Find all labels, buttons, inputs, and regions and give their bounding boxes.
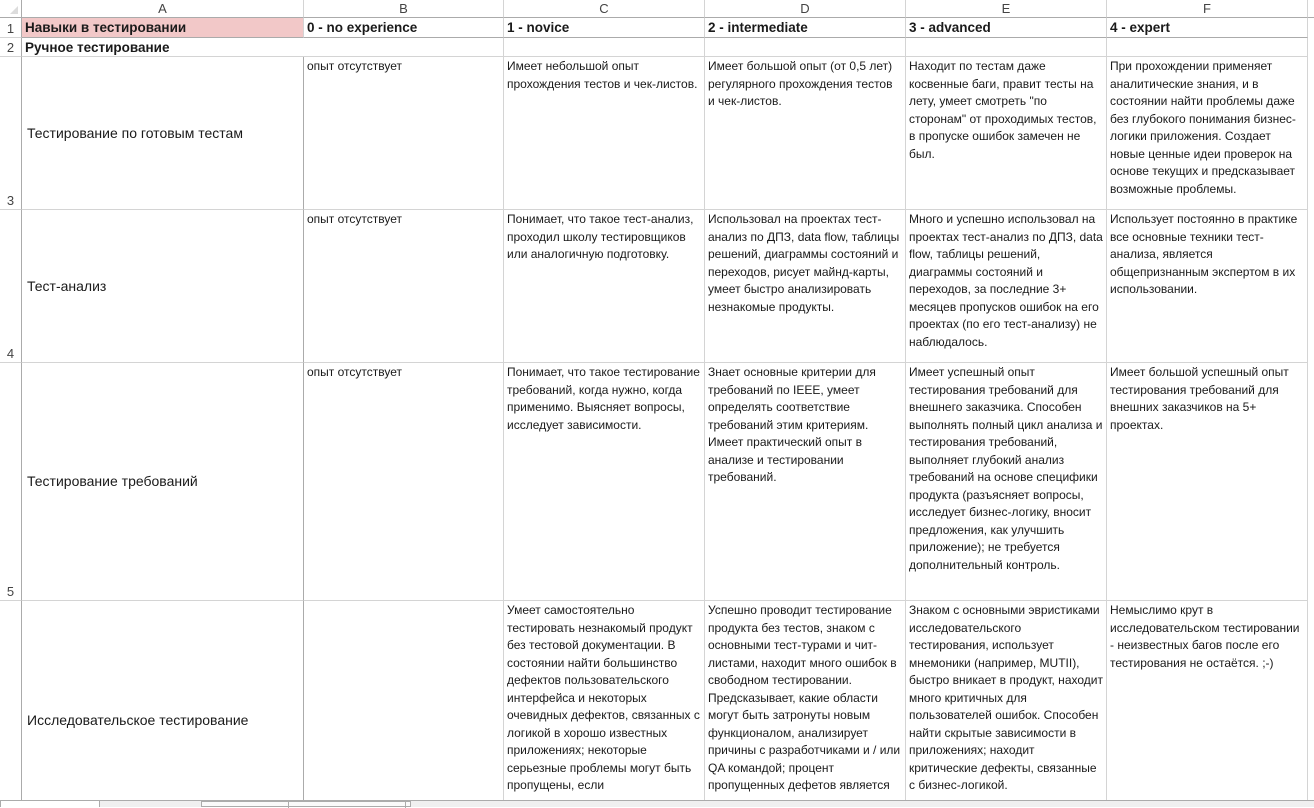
column-header-c[interactable]: C	[504, 0, 705, 18]
cell-c2[interactable]	[504, 38, 705, 57]
column-header-f[interactable]: F	[1107, 0, 1308, 18]
cell-e5[interactable]: Имеет успешный опыт тестирования требований для внешнего заказчика. Способен выполнять полный цикл анализа и тестирования требований, выполняет глубокий анализ требований на основе специфики продукта (разъясняет вопросы, исследует бизнес-логику, вносит предложения, как улучшить приложение); не требуется дополнительный контроль.	[906, 363, 1107, 601]
row-header-2[interactable]: 2	[0, 38, 22, 57]
cell-f3[interactable]: При прохождении применяет аналитические знания, и в состоянии найти проблемы даже без глубокого понимания бизнес-логики приложения. Создает новые ценные идеи проверок на основе текущих и предсказывает возможные проблемы.	[1107, 57, 1308, 210]
row-header-1[interactable]: 1	[0, 18, 22, 38]
sheet-tab-bar	[0, 800, 1314, 807]
row-header-5[interactable]: 5	[0, 363, 22, 601]
cell-d5[interactable]: Знает основные критерии для требований по IEEE, умеет определять соответствие требований этим критериям. Имеет практический опыт в анализе и тестировании требований.	[705, 363, 906, 601]
cell-b5[interactable]: опыт отсутствует	[304, 363, 504, 601]
cell-a1-title[interactable]: Навыки в тестировании	[22, 18, 304, 38]
cell-f5[interactable]: Имеет большой успешный опыт тестирования требований для внешних заказчиков на 5+ проектах.	[1107, 363, 1308, 601]
column-header-d[interactable]: D	[705, 0, 906, 18]
horizontal-scrollbar[interactable]	[201, 801, 411, 807]
cell-d4[interactable]: Использовал на проектах тест-анализ по ДПЗ, data flow, таблицы решений, диаграммы состояний и переходов, рисует майнд-карты, умеет быстро анализировать незнакомые продукты.	[705, 210, 906, 363]
row-header-4[interactable]: 4	[0, 210, 22, 363]
cell-c1-level[interactable]: 1 - novice	[504, 18, 705, 38]
column-header-g-partial[interactable]	[1308, 0, 1314, 18]
cell-b2[interactable]	[304, 38, 504, 57]
column-header-a[interactable]: A	[22, 0, 304, 18]
cell-c6[interactable]: Умеет самостоятельно тестировать незнакомый продукт без тестовой документации. В состоянии найти большинство дефектов пользовательского интерфейса и некоторых очевидных дефектов, связанных с логикой в хорошо известных приложениях; некоторые серьезные проблемы могут быть пропущены, если	[504, 601, 705, 800]
cell-c4[interactable]: Понимает, что такое тест-анализ, проходил школу тестировщиков или аналогичную подготовку.	[504, 210, 705, 363]
cell-d6[interactable]: Успешно проводит тестирование продукта без тестов, знаком с основными тест-турами и чит-листами, находит много ошибок в свободном тестировании. Предсказывает, какие области могут быть затронуты новым функционалом, анализирует причины с разработчиками и / или QA командой; процент пропущенных дефетов является	[705, 601, 906, 800]
cell-e1-level[interactable]: 3 - advanced	[906, 18, 1107, 38]
cell-f4[interactable]: Использует постоянно в практике все основные техники тест-анализа, является общепризнанным экспертом в их использовании.	[1107, 210, 1308, 363]
cell-e2[interactable]	[906, 38, 1107, 57]
cell-a4-skill[interactable]: Тест-анализ	[22, 210, 304, 363]
cell-f6[interactable]: Немыслимо крут в исследовательском тестировании - неизвестных багов после его тестирования не остаётся. ;-)	[1107, 601, 1308, 800]
cell-c5[interactable]: Понимает, что такое тестирование требований, когда нужно, когда применимо. Выясняет вопросы, исследует зависимости.	[504, 363, 705, 601]
column-header-b[interactable]: B	[304, 0, 504, 18]
cell-a3-skill[interactable]: Тестирование по готовым тестам	[22, 57, 304, 210]
cell-b3[interactable]: опыт отсутствует	[304, 57, 504, 210]
cell-e4[interactable]: Много и успешно использовал на проектах тест-анализ по ДПЗ, data flow, таблицы решений, диаграммы состояний и переходов, за последние 3+ месяцев пропусков ошибок на его проектах (по его тест-анализу) не наблюдалось.	[906, 210, 1107, 363]
sheet-tab[interactable]	[0, 800, 100, 807]
cell-b1-level[interactable]: 0 - no experience	[304, 18, 504, 38]
column-header-e[interactable]: E	[906, 0, 1107, 18]
row-header-3[interactable]: 3	[0, 57, 22, 210]
select-all-triangle-icon	[10, 6, 18, 14]
cell-a5-skill[interactable]: Тестирование требований	[22, 363, 304, 601]
cell-f1-level[interactable]: 4 - expert	[1107, 18, 1308, 38]
select-all-button[interactable]	[0, 0, 22, 18]
cell-d2[interactable]	[705, 38, 906, 57]
row-header-6[interactable]	[0, 601, 22, 800]
cell-e3[interactable]: Находит по тестам даже косвенные баги, правит тесты на лету, умеет смотреть "по сторонам" от проходимых тестов, в пропуске ошибок замечен не был.	[906, 57, 1107, 210]
cell-a6-skill[interactable]: Исследовательское тестирование	[22, 601, 304, 800]
cell-d1-level[interactable]: 2 - intermediate	[705, 18, 906, 38]
cell-f2[interactable]	[1107, 38, 1308, 57]
cell-d3[interactable]: Имеет большой опыт (от 0,5 лет) регулярного прохождения тестов и чек-листов.	[705, 57, 906, 210]
scrollbar-segment	[288, 802, 406, 808]
cell-a2-section[interactable]: Ручное тестирование	[22, 38, 304, 57]
cell-b4[interactable]: опыт отсутствует	[304, 210, 504, 363]
scrollbar-segment	[202, 802, 289, 808]
cell-b6[interactable]	[304, 601, 504, 800]
cell-e6[interactable]: Знаком с основными эвристиками исследовательского тестирования, использует мнемоники (например, MUTII), быстро вникает в продукт, находит много критичных для пользователей ошибок. Способен найти скрытые зависимости в приложениях; находит критические дефекты, связанные с бизнес-логикой.	[906, 601, 1107, 800]
cell-c3[interactable]: Имеет небольшой опыт прохождения тестов и чек-листов.	[504, 57, 705, 210]
